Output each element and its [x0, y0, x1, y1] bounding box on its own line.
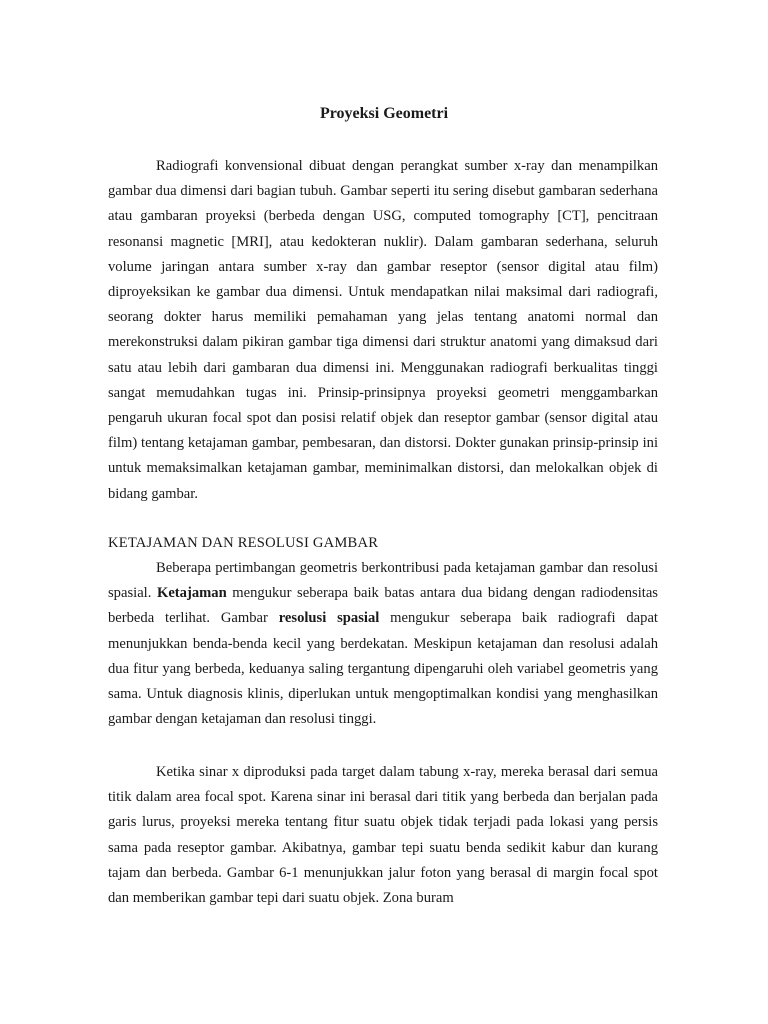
sharpness-paragraph: [108, 556, 658, 732]
paragraph-text: mengukur seberapa baik batas antara dua bidang dengan radiodensitas berbeda terlihat. Gambar: [108, 585, 658, 627]
paragraph-text: mengukur seberapa baik radiografi dapat menunjukkan benda-benda kecil yang berdekatan. Meskipun ketajaman dan resolusi adalah dua fitur yang berbeda, keduanya saling tergantung dipengaruhi oleh variabel geometris yang sama. Untuk diagnosis klinis, diperlukan untuk mengoptimalkan kondisi yang menghasilkan gambar dengan ketajaman dan resolusi tinggi.: [108, 610, 658, 728]
term-spatial-resolution: resolusi spasial: [278, 610, 380, 627]
document-title: Proyeksi Geometri: [319, 105, 449, 122]
term-sharpness: Ketajaman: [156, 585, 227, 602]
paragraph-text: Beberapa pertimbangan geometris berkontribusi pada ketajaman gambar dan resolusi spasial.: [108, 560, 658, 602]
intro-paragraph: Radiografi konvensional dibuat dengan perangkat sumber x-ray dan menampilkan gambar dua dimensi dari bagian tubuh. Gambar seperti itu sering disebut gambaran sederhana atau gambaran proyeksi (berbeda dengan USG, computed tomography [CT], pencitraan resonansi magnetic [MRI], atau kedokteran nuklir). Dalam gambaran sederhana, seluruh volume jaringan antara sumber x-ray dan gambar reseptor (sensor digital atau film) diproyeksikan ke gambar dua dimensi. Untuk mendapatkan nilai maksimal dari radiografi, seorang dokter harus memiliki pemahaman yang jelas tentang anatomi normal dan merekonstruksi dalam pikiran gambar tiga dimensi dari struktur anatomi yang dimaksud dari satu atau lebih dari gambaran dua dimensi ini. Menggunakan radiografi berkualitas tinggi sangat memudahkan tugas ini. Prinsip-prinsipnya proyeksi geometri menggambarkan pengaruh ukuran focal spot dan posisi relatif objek dan reseptor gambar (sensor digital atau film) tentang ketajaman gambar, pembesaran, dan distorsi. Dokter gunakan prinsip-prinsip ini untuk memaksimalkan ketajaman gambar, meminimalkan distorsi, dan melokalkan objek di bidang gambar.: [108, 158, 658, 502]
focal-spot-paragraph: Ketika sinar x diproduksi pada target dalam tabung x-ray, mereka berasal dari semua titik dalam area focal spot. Karena sinar ini berasal dari titik yang berbeda dan berjalan pada garis lurus, proyeksi mereka tentang fitur suatu objek tidak terjadi pada lokasi yang persis sama pada reseptor gambar. Akibatnya, gambar tepi suatu benda sedikit kabur dan kurang tajam dan berbeda. Gambar 6-1 menunjukkan jalur foton yang berasal di margin focal spot dan memberikan gambar tepi dari suatu objek. Zona buram: [108, 764, 658, 907]
section-heading: KETAJAMAN DAN RESOLUSI GAMBAR: [108, 535, 379, 551]
